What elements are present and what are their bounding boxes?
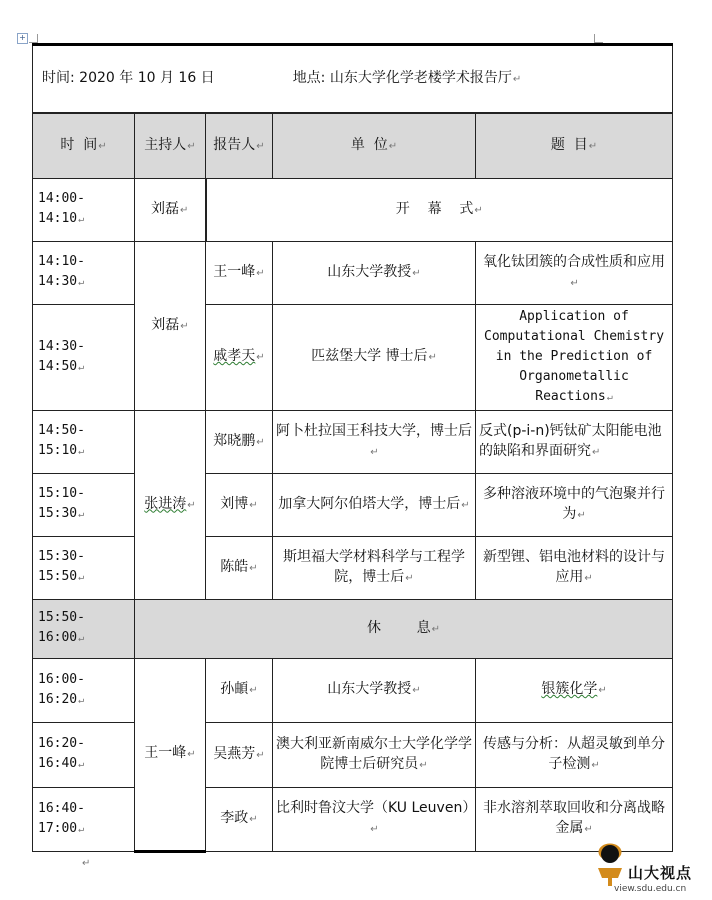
title-cell: 银簇化学↵ xyxy=(476,658,673,722)
margin-corner-mark xyxy=(594,34,603,43)
table-row xyxy=(33,410,673,473)
table-row xyxy=(33,599,673,658)
host-cell: 刘磊↵ xyxy=(135,241,206,410)
schedule-table xyxy=(32,43,673,853)
opening-cell: 开 幕 式↵ xyxy=(206,178,673,241)
event-location: 地点: 山东大学化学老楼学术报告厅 xyxy=(292,69,512,86)
table-row xyxy=(33,658,673,722)
host-cell: 刘磊↵ xyxy=(135,178,206,241)
title-cell: 氧化钛团簇的合成性质和应用↵ xyxy=(476,241,673,304)
host-cell: 王一峰↵ xyxy=(135,658,206,851)
margin-corner-mark xyxy=(29,34,38,43)
unit-cell: 加拿大阿尔伯塔大学，博士后↵ xyxy=(273,473,476,536)
time-cell: 14:10-14:30↵ xyxy=(33,241,135,304)
table-row xyxy=(33,178,673,241)
paragraph-mark: ↵ xyxy=(82,858,91,869)
time-cell: 14:00-14:10↵ xyxy=(33,178,135,241)
header-time: 时 间↵ xyxy=(33,113,135,179)
unit-cell: 斯坦福大学材料科学与工程学院，博士后↵ xyxy=(273,536,476,599)
table-move-handle-icon[interactable]: + xyxy=(17,33,28,44)
unit-cell: 山东大学教授↵ xyxy=(273,241,476,304)
header-unit: 单 位↵ xyxy=(273,113,476,179)
speaker-cell: 王一峰↵ xyxy=(206,241,273,304)
break-cell: 休 息↵ xyxy=(135,599,673,658)
speaker-cell: 吴燕芳↵ xyxy=(206,722,273,787)
unit-cell: 匹兹堡大学 博士后↵ xyxy=(273,304,476,410)
time-cell: 16:20-16:40↵ xyxy=(33,722,135,787)
info-cell: 时间: 2020 年 10 月 16 日 地点: 山东大学化学老楼学术报告厅↵ xyxy=(33,45,673,113)
title-cell: Application of Computational Chemistry in the Prediction of Organometallic Reactions↵ xyxy=(476,304,673,410)
time-cell: 15:30-15:50↵ xyxy=(33,536,135,599)
unit-cell: 比利时鲁汶大学（KU Leuven）↵ xyxy=(273,787,476,851)
header-title: 题 目↵ xyxy=(476,113,673,179)
time-cell: 15:10-15:30↵ xyxy=(33,473,135,536)
info-row xyxy=(33,45,673,113)
speaker-cell: 陈皓↵ xyxy=(206,536,273,599)
title-cell: 多种溶液环境中的气泡聚并行为↵ xyxy=(476,473,673,536)
unit-cell: 澳大利亚新南威尔士大学化学学院博士后研究员↵ xyxy=(273,722,476,787)
speaker-cell: 郑晓鹏↵ xyxy=(206,410,273,473)
host-cell: 张进涛↵ xyxy=(135,410,206,599)
unit-cell: 阿卜杜拉国王科技大学，博士后↵ xyxy=(273,410,476,473)
table-row xyxy=(33,304,673,410)
unit-cell: 山东大学教授↵ xyxy=(273,658,476,722)
speaker-cell: 戚孝天↵ xyxy=(206,304,273,410)
title-cell: 新型锂、铝电池材料的设计与应用↵ xyxy=(476,536,673,599)
time-cell: 16:00-16:20↵ xyxy=(33,658,135,722)
header-row xyxy=(33,113,673,179)
watermark-name: 山大视点 xyxy=(628,864,693,882)
time-cell: 14:30-14:50↵ xyxy=(33,304,135,410)
header-speaker: 报告人↵ xyxy=(206,113,273,179)
time-cell: 14:50-15:10↵ xyxy=(33,410,135,473)
title-cell: 传感与分析：从超灵敏到单分子检测↵ xyxy=(476,722,673,787)
event-time: 时间: 2020 年 10 月 16 日 xyxy=(42,69,215,86)
table-row xyxy=(33,241,673,304)
title-cell: 反式(p-i-n)钙钛矿太阳能电池的缺陷和界面研究↵ xyxy=(476,410,673,473)
title-cell: 非水溶剂萃取回收和分离战略金属↵ xyxy=(476,787,673,851)
speaker-cell: 孙頔↵ xyxy=(206,658,273,722)
table-row xyxy=(33,722,673,787)
speaker-cell: 刘博↵ xyxy=(206,473,273,536)
watermark-url: view.sdu.edu.cn xyxy=(614,884,687,894)
speaker-cell: 李政↵ xyxy=(206,787,273,851)
time-cell: 15:50-16:00↵ xyxy=(33,599,135,658)
header-host: 主持人↵ xyxy=(135,113,206,179)
time-cell: 16:40-17:00↵ xyxy=(33,787,135,851)
table-row xyxy=(33,787,673,851)
table-row xyxy=(33,473,673,536)
table-row xyxy=(33,536,673,599)
